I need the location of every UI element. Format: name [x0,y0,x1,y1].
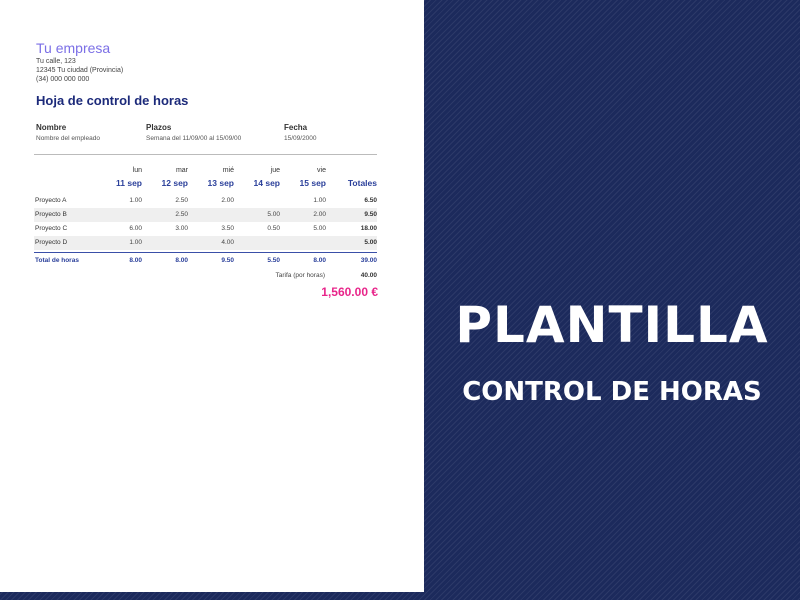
date-header: 15 sep [299,178,326,188]
phone-line: (34) 000 000 000 [36,76,90,83]
row-total: 6.50 [364,197,377,204]
hours-total-cell: 5.50 [267,257,280,264]
hours-cell: 3.00 [175,225,188,232]
banner-subtitle: CONTROL DE HORAS [462,377,762,407]
day-header: lun [132,167,142,174]
address-line: 12345 Tu ciudad (Provincia) [36,67,124,74]
hours-cell: 2.50 [175,197,188,204]
grand-total-hours: 39.00 [360,257,377,264]
day-header: mié [222,167,234,174]
total-hours-row [34,252,377,269]
banner-title: PLANTILLA [455,296,769,354]
hours-cell: 1.00 [129,197,142,204]
rate-label: Tarifa (por horas) [275,272,325,279]
day-header: mar [175,167,188,174]
row-label: Proyecto D [35,239,68,246]
fecha-value: 15/09/2000 [284,135,317,142]
address-line: Tu calle, 123 [36,58,76,65]
row-total: 18.00 [360,225,377,232]
row-total: 9.50 [364,211,377,218]
date-header: 12 sep [161,178,188,188]
date-header: 11 sep [116,178,142,188]
hours-cell: 0.50 [267,225,280,232]
hours-cell: 6.00 [129,225,142,232]
nombre-value: Nombre del empleado [36,135,100,142]
row-label: Proyecto A [35,197,67,204]
company-name: Tu empresa [36,40,111,56]
row-label: Proyecto C [35,225,68,232]
table-row [34,236,377,250]
day-header: jue [270,167,280,174]
fecha-label: Fecha [284,123,308,132]
nombre-label: Nombre [36,123,67,132]
total-amount: 1,560.00 € [321,285,378,299]
hours-total-cell: 9.50 [221,257,234,264]
row-total: 5.00 [364,239,377,246]
plazos-value: Semana del 11/09/00 al 15/09/00 [146,135,242,142]
date-header: 13 sep [207,178,234,188]
hours-cell: 1.00 [313,197,326,204]
hours-cell: 2.00 [313,211,326,218]
hours-cell: 5.00 [313,225,326,232]
date-header: 14 sep [253,178,280,188]
hours-total-cell: 8.00 [129,257,142,264]
table-row [34,208,377,222]
hours-cell: 1.00 [129,239,142,246]
hours-cell: 3.50 [221,225,234,232]
row-label: Proyecto B [35,211,67,218]
hours-total-cell: 8.00 [175,257,188,264]
rate-value: 40.00 [360,272,377,279]
day-header: vie [317,167,326,174]
document-title: Hoja de control de horas [36,93,189,108]
hours-cell: 5.00 [267,211,280,218]
hours-cell: 4.00 [221,239,234,246]
table-row [34,194,377,208]
plazos-label: Plazos [146,123,172,132]
table-row [34,222,377,236]
totals-header: Totales [347,178,377,188]
hours-total-cell: 8.00 [313,257,326,264]
hours-cell: 2.00 [221,197,234,204]
hours-cell: 2.50 [175,211,188,218]
row-label: Total de horas [35,257,79,264]
divider [34,154,377,155]
